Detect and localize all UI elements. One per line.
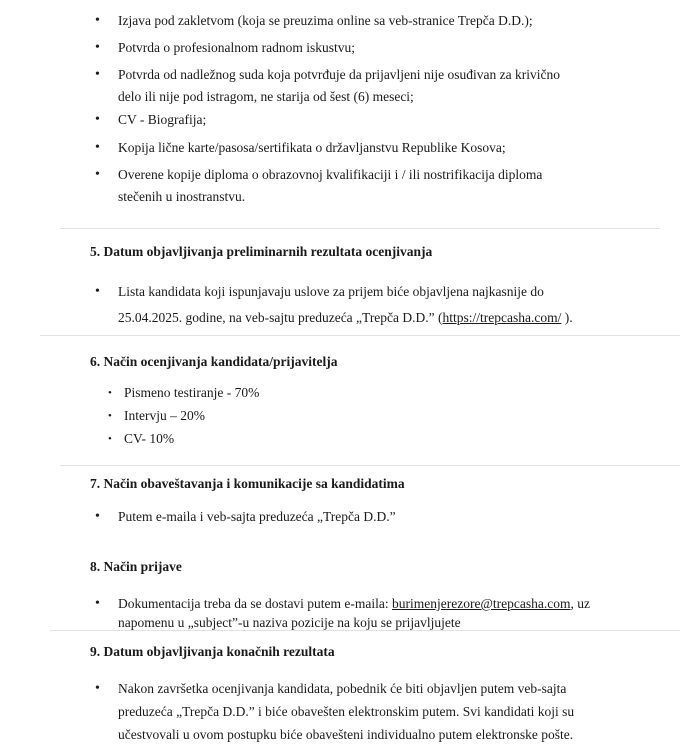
section-heading: 5. Datum objavljivanja preliminarnih rezultata ocenjivanja <box>90 244 433 259</box>
list-item-text: Kopija lične karte/pasosa/sertifikata o državljanstvu Republike Kosova; <box>118 140 506 155</box>
bullet-icon: • <box>108 387 112 399</box>
bullet-icon: • <box>95 13 100 28</box>
list-item <box>95 281 618 329</box>
list-item-text: Nakon završetka ocenjivanja kandidata, pobednik će biti objavljen putem veb-sajta <box>118 681 567 696</box>
scan-line <box>60 465 680 466</box>
list-item-text-continued: preduzeća „Trepča D.D.” i biće obavešten elektronskim putem. Svi kandidati koji su <box>118 704 575 719</box>
section-heading: 7. Način obaveštavanja i komunikacije sa kandidatima <box>90 476 405 491</box>
bullet-icon: • <box>95 284 100 299</box>
email-link[interactable]: burimenjerezore@trepcasha.com <box>392 596 571 611</box>
section-heading: 8. Način prijave <box>90 559 182 574</box>
list-item <box>108 405 624 427</box>
list-item-text-continued: 25.04.2025. godine, na veb-sajtu preduzeća „Trepča D.D.” (https://trepcasha.com/ ). <box>118 310 573 325</box>
list-item-text: Overene kopije diploma o obrazovnoj kvalifikaciji i / ili nostrifikacija diploma <box>118 167 543 182</box>
list-item <box>108 428 624 450</box>
bullet-icon: • <box>108 433 112 445</box>
bullet-icon: • <box>95 596 100 611</box>
list-item-text: CV - Biografija; <box>118 112 207 127</box>
list-item <box>95 594 618 632</box>
list-item <box>95 164 618 208</box>
list-item-text: Dokumentacija treba da se dostavi putem e-maila: burimenjerezore@trepcasha.com, uz <box>118 596 590 611</box>
bullet-icon: • <box>108 410 112 422</box>
list-item-text: Lista kandidata koji ispunjavaju uslove za prijem biće objavljena najkasnije do <box>118 284 544 299</box>
list-item-text-continued: stečenih u inostranstvu. <box>118 189 246 204</box>
bullet-icon: • <box>95 112 100 127</box>
list-item-text: Potvrda od nadležnog suda koja potvrđuje da prijavljeni nije osuđivan za krivično <box>118 67 561 82</box>
list-item <box>95 64 618 108</box>
list-item <box>108 382 624 404</box>
list-item-text: Intervju – 20% <box>124 408 205 423</box>
list-item-text-continued: napomenu u „subject”-u naziva pozicije na koju se prijavljujete <box>118 615 461 630</box>
bullet-icon: • <box>95 67 100 82</box>
list-item <box>95 677 618 746</box>
list-item-text: Putem e-maila i veb-sajta preduzeća „Trepča D.D.” <box>118 509 396 524</box>
list-item-text: Pismeno testiranje - 70% <box>124 385 260 400</box>
list-item-text-continued: učestvovali u ovom postupku biće obavešteni individualno putem elektronske pošte. <box>118 727 574 742</box>
list-item <box>95 109 618 131</box>
section-heading: 9. Datum objavljivanja konačnih rezultata <box>90 644 335 659</box>
list-item-text: Potvrda o profesionalnom radnom iskustvu; <box>118 40 355 55</box>
list-item <box>95 506 618 528</box>
list-item-text: Izjava pod zakletvom (koja se preuzima online sa veb-stranice Trepča D.D.); <box>118 13 533 28</box>
list-item <box>95 137 618 159</box>
bullet-icon: • <box>95 167 100 182</box>
bullet-icon: • <box>95 509 100 524</box>
section-heading: 6. Način ocenjivanja kandidata/prijavitelja <box>90 354 338 369</box>
list-item <box>95 10 618 32</box>
scan-line <box>40 335 680 336</box>
list-item <box>95 37 618 59</box>
bullet-icon: • <box>95 40 100 55</box>
list-item-text-continued: delo ili nije pod istragom, ne starija od šest (6) meseci; <box>118 89 414 104</box>
bullet-icon: • <box>95 140 100 155</box>
bullet-icon: • <box>95 681 100 696</box>
scan-line <box>60 228 660 229</box>
list-item-text: CV- 10% <box>124 431 175 446</box>
website-link[interactable]: https://trepcasha.com/ <box>442 310 562 325</box>
